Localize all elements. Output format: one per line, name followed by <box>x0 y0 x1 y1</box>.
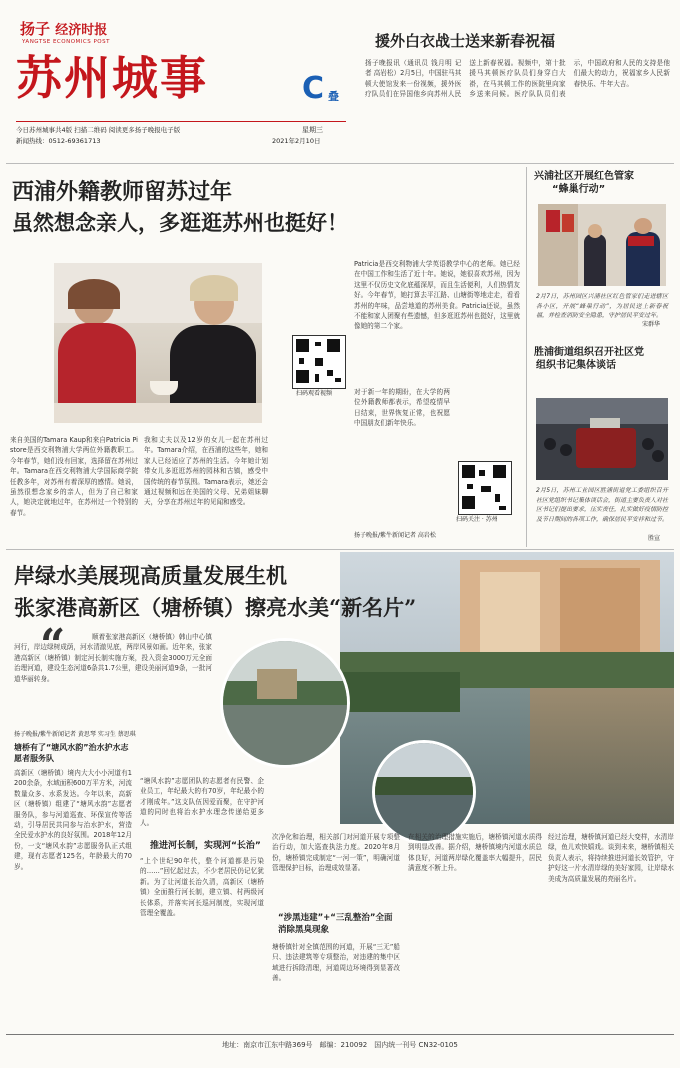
feature1-photo <box>54 263 262 423</box>
footer: 地址：南京市江东中路369号 邮编：210092 国内统一刊号 CN32-0105 <box>222 1041 458 1049</box>
sidebar1-title <box>534 170 634 196</box>
section-letter-suffix: 叠 <box>328 90 339 103</box>
inset-photo-1 <box>220 638 350 768</box>
sidebar2-title-line1: 胜浦街道组织召开社区党 <box>534 347 644 358</box>
feature2-col3-head: “涉黑违建”+“三乱整治”全面消除黑臭现象 <box>278 913 393 935</box>
top-story-body: 扬子晚报讯（通讯员 钱月明 记者 高岩松）2月5日，中国驻马其顿大使馆发来一份视频，援外医疗队员们在异国他乡向苏州人民送上新春祝福。视频中，第十批援马其顿医疗队员们身穿白大褂，在马其顿工作的医院里向家乡送来问候。医疗队队员们表示，中国政府和人民的支持是他们最大的动力，祝福家乡人民新春快乐、牛年大吉。 <box>365 59 670 99</box>
sidebar1-title-line2: “蜂巢行动” <box>552 184 606 195</box>
sidebar2-photo <box>536 398 668 480</box>
quote-mark: “ <box>40 620 66 671</box>
brand-script: 扬子 <box>20 20 51 38</box>
feature2-title-line2: 张家港高新区（塘桥镇）擦亮水美“新名片” <box>14 595 417 620</box>
weekday: 星期三 <box>302 126 323 134</box>
sidebar1 <box>530 170 674 330</box>
qr-code-2[interactable] <box>458 461 512 515</box>
section-letter: C <box>302 71 325 106</box>
feature1-col-left: 来自美国的Tamara Kaup和来自Patricia Pistore是西交利物浦大学两位外籍教职工。今年春节，她们没有回家，选择留在苏州过年。Tamara在西交利物浦大学国际商学院任教多年，对苏州有着深厚的感情。她说，虽然很想念家乡的亲人，但为了自己和家人，她决定就地过年，在苏州过一个特别的春节。 <box>10 436 138 517</box>
inset-photo-2 <box>372 740 476 844</box>
feature2-col2-intro: “塘风水韵”志愿团队的志愿者有民警、企业员工，年纪最大的有70岁，年纪最小的才刚成年。”这支队伍因爱而聚，在守护河道的同时也将治水护水理念传递给更多人。 <box>140 777 264 827</box>
feature2-lead: 顺着张家港高新区（塘桥镇）韩山中心镇河行，岸边绿树成荫，河水清澈见底，两岸风景如画。近年来，张家港高新区（塘桥镇）制定河长制实施方案，投入资金3000万元全面治理河道，建设生态河道6条共1.7公里，建设美丽河道9条，一批河道华丽转身。 <box>14 633 212 683</box>
masthead <box>10 8 355 158</box>
sidebar1-title-line1: 兴浦社区开展红色管家 <box>534 171 634 182</box>
feature2-col1: 高新区（塘桥镇）境内大大小小河道有1200余条，水域面积600万平方米，河流数量众多、水系发达。今年以来，高新区（塘桥镇）组建了“塘风水韵”志愿者服务队，参与河道巡查、环保宣传等活动，引导居民共同参与治水护水，营造全民爱水护水的良好氛围。2018年12月份，一支“塘风水韵”志愿服务队正式组建，现有志愿者125名，年龄最大的70岁。 <box>14 769 132 871</box>
sidebar2-caption: 2月5日，苏州工业园区胜浦街道党工委组织召开社区党组织书记集体谈话会，街道主要负责人对社区书记们提出要求，压实责任，扎实做好疫情防控及节日期间的各项工作，确保居民平安祥和过节。 <box>536 487 669 523</box>
hotline: 新闻热线：0512-69361713 <box>16 137 101 145</box>
feature1-title-line1: 西浦外籍教师留苏过年 <box>12 179 233 205</box>
edition-info: 今日苏州城事共4版 扫描二维码 阅读更多扬子晚报电子版 <box>16 126 181 134</box>
sidebar2-title-line2: 组织书记集体谈话 <box>536 360 616 371</box>
section-title: 苏州城事 <box>16 51 208 105</box>
feature1 <box>6 167 524 547</box>
brand-english: YANGTSE ECONOMICS POST <box>22 39 110 45</box>
feature1-title-line2: 虽然想念亲人，多逛逛苏州也挺好！ <box>12 210 348 235</box>
feature2-col2-head: 推进河长制，实现河“长治” <box>150 841 261 851</box>
date: 2021年2月10日 <box>272 137 321 145</box>
top-story-headline: 援外白衣战士送来新春祝福 <box>375 32 556 50</box>
feature2-byline: 扬子晚报/紫牛新闻记者 黄思琴 实习生 蔡思琪 <box>14 731 136 738</box>
sidebar1-caption: 2月7日，苏州园区兴浦社区红色管家们走进辖区各小区，开展“蜂巢行动”，为居民送上新春祝福，并检查消防安全隐患，守护居民平安过年。 <box>536 293 668 319</box>
feature2-col4: 在相关的治理措施实施后，塘桥镇河道水质得到明显改善。据介绍，塘桥镇境内河道水质总体良好，河道两岸绿化覆盖率大幅提升，居民满意度不断上升。 <box>408 833 542 873</box>
sidebar2 <box>530 346 674 546</box>
feature2-col3b: 塘桥镇针对全镇范围的河道，开展“三无”船只、违法建筑等专项整治，对违建的集中区域进行拆除清理，河道周边环境得到显著改善。 <box>272 943 400 983</box>
sidebar1-byline: 宋群华 <box>642 321 661 328</box>
feature1-col-right2: 对于新一年的期盼，在大学的两位外籍教师都表示，希望疫情早日结束，世界恢复正常，也祝愿中国朋友们新年快乐。 <box>354 388 450 428</box>
feature2-col3: 次净化和治理，相关部门对河道开展专项整治行动，加大巡查执法力度。2020年8月份，塘桥镇完成制定“一河一策”，明确河道管理保护目标，治理成效显著。 <box>272 833 400 873</box>
feature1-col-mid: 我和丈夫以及12岁的女儿一起在苏州过年。Tamara介绍，在西浦的这些年，她和家人已经适应了苏州的生活。今年她计划带女儿多逛逛苏州的园林和古镇，感受中国传统的春节氛围。Tamara表示，她还会通过视频和远在美国的父母、兄弟姐妹聊天，分享在苏州过年的见闻和感受。 <box>144 436 268 507</box>
top-story <box>365 30 670 160</box>
feature1-byline: 扬子晚报/紫牛新闻记者 高岩松 <box>354 532 436 539</box>
feature1-col-right: Patricia是西交利物浦大学英语教学中心的老师。她已经在中国工作和生活了近十年。她说，她很喜欢苏州，因为这里不仅历史文化底蕴深厚，而且生活便利，人们热情友好。今年春节，她打算去平江路、山塘街等地走走，看看苏州的年味，品尝地道的苏州美食。Patricia还说，虽然不能和家人团聚有些遗憾，但多逛逛苏州也挺好，这里就像她的第二个家。 <box>354 260 520 331</box>
brand-name: 经济时报 <box>55 23 108 38</box>
feature2-title-line1: 岸绿水美展现高质量发展生机 <box>14 563 287 588</box>
sidebar1-photo <box>538 204 666 286</box>
feature2-col1-head: 塘桥有了“塘风水韵”治水护水志愿者服务队 <box>14 743 129 763</box>
sidebar2-byline: 胜宣 <box>648 535 661 542</box>
qr-code[interactable] <box>292 335 346 389</box>
sidebar2-title <box>534 346 644 372</box>
feature2-col2: “上个世纪90年代，整个河道都是污染的……”回忆起过去，不少老居民仍记忆犹新。为了让河道长治久清，高新区（塘桥镇）全面推行河长制，建立镇、村两级河长体系，并落实河长巡河制度，实现河道管理全覆盖。 <box>140 857 264 918</box>
feature2-col4b: 经过治理，塘桥镇河道已经大变样，水清岸绿，鱼儿欢快嬉戏。谈到未来，塘桥镇相关负责人表示，将持续推进河道长效管护，守护好这一片水清岸绿的美好家园，让岸绿水美成为高质量发展的亮丽名片。 <box>548 833 674 883</box>
qr2-caption: 扫码关注 · 苏州 <box>456 516 498 523</box>
qr-caption: 扫码观看视频 <box>296 390 333 397</box>
